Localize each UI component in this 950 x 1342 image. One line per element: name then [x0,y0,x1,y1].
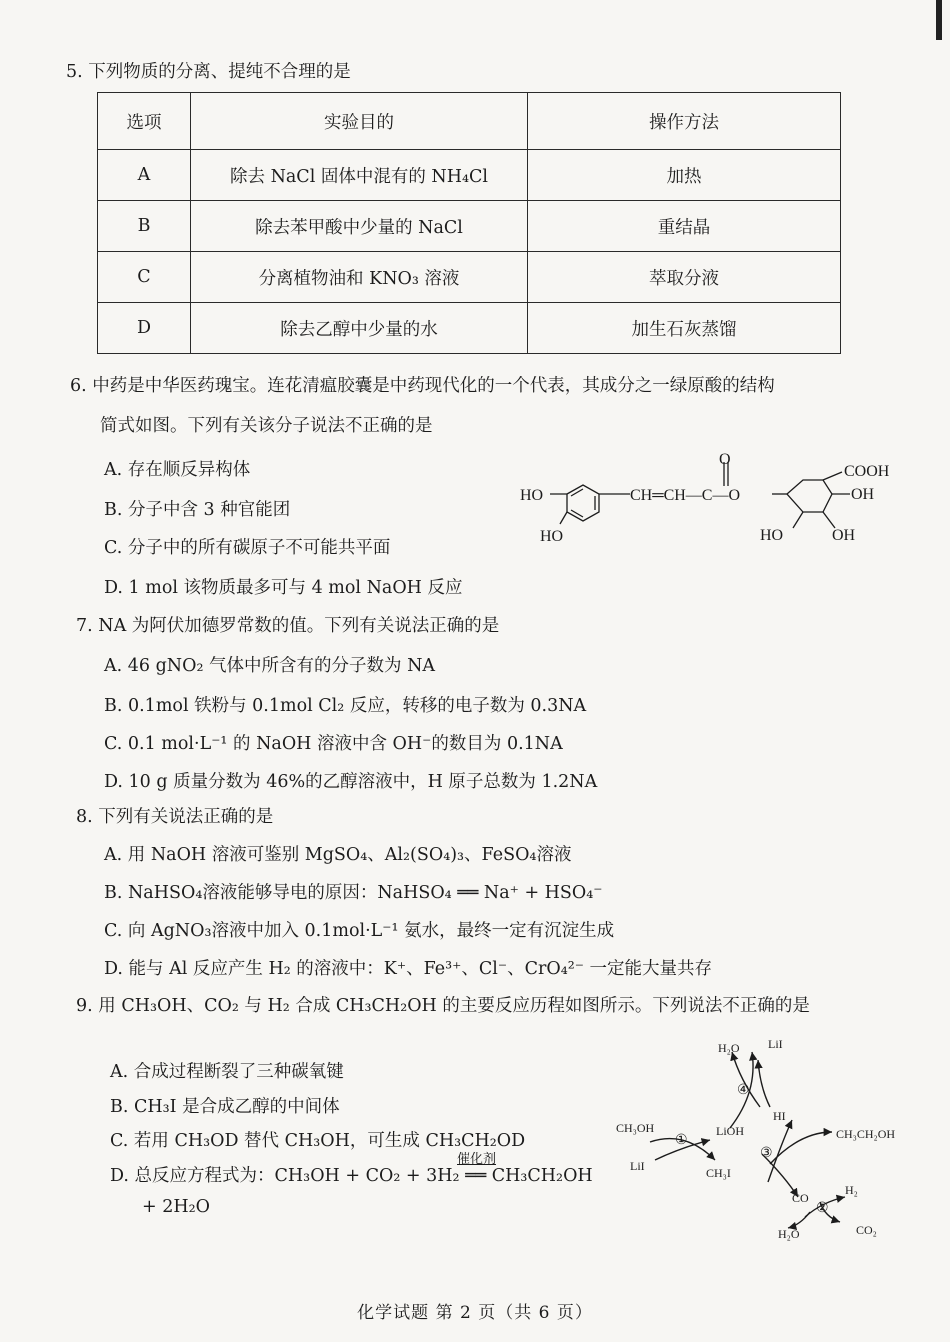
q7-option-a: A. 46 gNO₂ 气体中所含有的分子数为 NA [104,656,436,676]
q8-option-b: B. NaHSO₄溶液能够导电的原因：NaHSO₄ ══ Na⁺ + HSO₄⁻ [104,883,603,903]
q8-option-d: D. 能与 Al 反应产生 H₂ 的溶液中：K⁺、Fe³⁺、Cl⁻、CrO₄²⁻ 一定能大量共存 [104,959,713,979]
q5-table [97,92,841,354]
header-method: 操作方法 [528,93,841,150]
q9-option-d: D. 总反应方程式为：CH₃OH + CO₂ + 3H₂ ══ CH₃CH₂OH [110,1166,593,1186]
q9-option-d-line2: + 2H₂O [142,1197,210,1217]
q9-option-a: A. 合成过程断裂了三种碳氧键 [110,1062,344,1082]
step4-marker: ④ [737,1083,750,1098]
q6-stem-line1: 6. 中药是中华医药瑰宝。连花清瘟胶囊是中药现代化的一个代表，其成分之一绿原酸的结构 [70,376,775,396]
chlorogenic-acid-structure [510,448,900,548]
q6-option-b: B. 分子中含 3 种官能团 [104,500,291,520]
header-purpose: 实验目的 [191,93,528,150]
q9-option-b: B. CH₃I 是合成乙醇的中间体 [110,1097,340,1117]
cell-method: 萃取分液 [528,252,841,303]
table-row [98,303,841,354]
q6-option-d: D. 1 mol 该物质最多可与 4 mol NaOH 反应 [104,578,463,598]
catalyst-label: 催化剂 [457,1152,497,1167]
oh-ring-label: OH [832,527,856,544]
h2o-bottom-label: H₂O [778,1227,800,1241]
scan-edge-mark [936,0,942,40]
co2-label: CO₂ [856,1223,877,1237]
table-header-row [98,93,841,150]
h2o-top-label: H₂O [718,1041,740,1055]
carbonyl-oxygen: O [719,451,731,468]
cell-purpose: 除去乙醇中少量的水 [191,303,528,354]
ho-bottom-label: HO [540,528,564,545]
lii-top-label: LiI [768,1037,783,1051]
q8-option-c: C. 向 AgNO₃溶液中加入 0.1mol·L⁻¹ 氨水，最终一定有沉淀生成 [104,921,615,941]
table-row [98,150,841,201]
table-row [98,252,841,303]
ch3i-label: CH₃I [706,1166,731,1180]
cell-method: 重结晶 [528,201,841,252]
ho-ring-label: HO [760,527,784,544]
lioh-label: LiOH [716,1124,744,1138]
q7-option-b: B. 0.1mol 铁粉与 0.1mol Cl₂ 反应，转移的电子数为 0.3NA [104,696,587,716]
q6-stem-line2: 简式如图。下列有关该分子说法不正确的是 [100,416,433,436]
ch3oh-label: CH₃OH [616,1121,655,1135]
cell-option: D [98,303,191,354]
cell-option: B [98,201,191,252]
ho-label: HO [520,487,544,504]
page-footer: 化学试题 第 2 页（共 6 页） [357,1303,593,1323]
q8-stem: 8. 下列有关说法正确的是 [76,807,274,827]
cell-purpose: 分离植物油和 KNO₃ 溶液 [191,252,528,303]
step1-marker: ① [675,1133,688,1148]
cell-option: A [98,150,191,201]
step3-marker: ③ [760,1146,773,1161]
header-option: 选项 [98,93,191,150]
reaction-mechanism-diagram [610,1032,930,1247]
benzene-ring [567,485,599,521]
co-label: CO [792,1191,809,1205]
q6-option-a: A. 存在顺反异构体 [104,460,251,480]
cell-purpose: 除去苯甲酸中少量的 NaCl [191,201,528,252]
cell-method: 加热 [528,150,841,201]
q9-option-c: C. 若用 CH₃OD 替代 CH₃OH，可生成 CH₃CH₂OD [110,1131,526,1151]
q8-option-a: A. 用 NaOH 溶液可鉴别 MgSO₄、Al₂(SO₄)₃、FeSO₄溶液 [104,845,572,865]
cell-method: 加生石灰蒸馏 [528,303,841,354]
lii-left-label: LiI [630,1159,645,1173]
q5-stem: 5. 下列物质的分离、提纯不合理的是 [66,62,351,82]
q6-option-c: C. 分子中的所有碳原子不可能共平面 [104,538,391,558]
cooh-label: COOH [844,463,890,480]
cell-option: C [98,252,191,303]
chain-label: CH═CH—C—O [630,487,741,504]
step2-marker: ② [816,1201,829,1216]
cyclohexane-ring [787,480,832,512]
hi-label: HI [773,1109,786,1123]
oh-label: OH [851,486,875,503]
q7-option-c: C. 0.1 mol·L⁻¹ 的 NaOH 溶液中含 OH⁻的数目为 0.1NA [104,734,563,754]
ch3ch2oh-label: CH₃CH₂OH [836,1127,896,1141]
q9-stem: 9. 用 CH₃OH、CO₂ 与 H₂ 合成 CH₃CH₂OH 的主要反应历程如图所示。下列说法不正确的是 [76,996,810,1016]
cell-purpose: 除去 NaCl 固体中混有的 NH₄Cl [191,150,528,201]
q7-option-d: D. 10 g 质量分数为 46%的乙醇溶液中，H 原子总数为 1.2NA [104,772,598,792]
h2-label: H₂ [845,1183,858,1197]
table-row [98,201,841,252]
q7-stem: 7. NA 为阿伏加德罗常数的值。下列有关说法正确的是 [76,616,500,636]
